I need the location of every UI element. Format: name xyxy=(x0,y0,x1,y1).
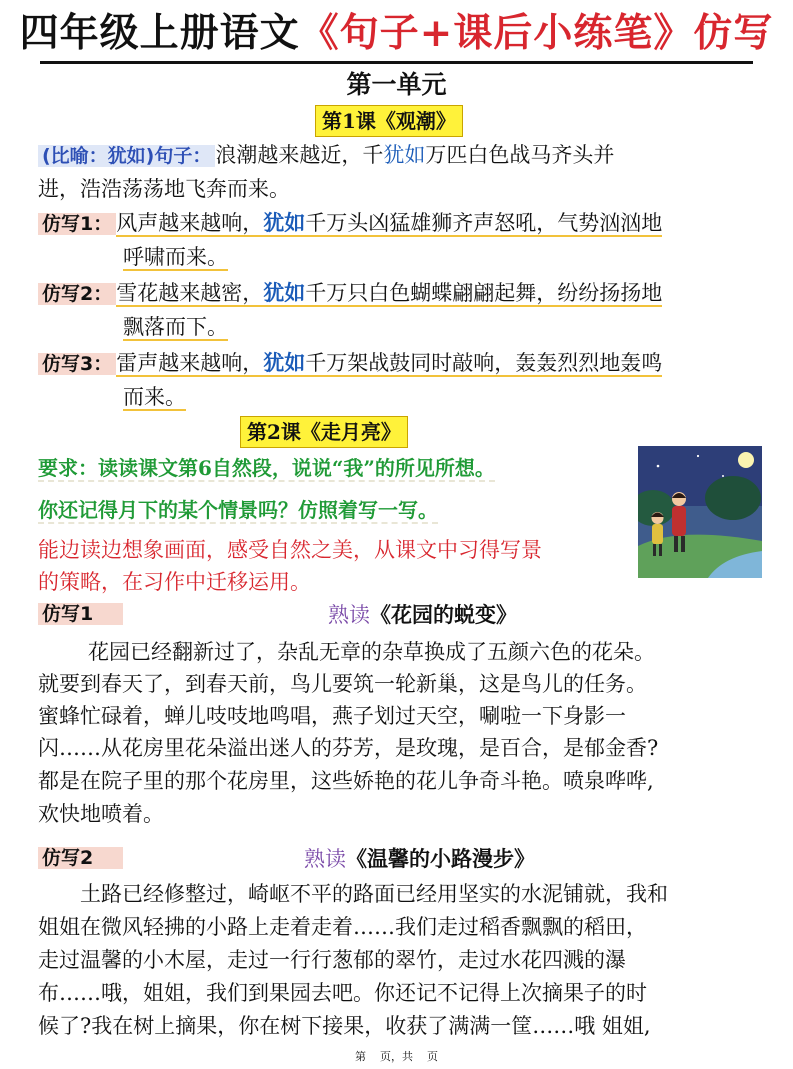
requirement-line2: 你还记得月下的某个情景吗？仿照着写一写。 xyxy=(38,498,438,522)
moon-icon xyxy=(738,452,754,468)
lesson2-tag: 第2课《走月亮》 xyxy=(240,416,408,448)
essay2-line: 姐姐在微风轻拂的小路上走着走着……我们走过稻香飘飘的稻田， xyxy=(38,915,647,939)
imitation-1-label: 仿写1： xyxy=(38,213,116,235)
imitation-3-line2: 而来。 xyxy=(123,385,186,409)
essay2-label-box xyxy=(38,843,123,873)
imitation-2-label: 仿写2： xyxy=(38,283,116,305)
essay2-line: 候了?我在树上摘果，你在树下接果，收获了满满一筐……哦 姐姐, xyxy=(38,1014,651,1038)
essay2-line: 土路已经修整过，崎岖不平的路面已经用坚实的水泥铺就，我和 xyxy=(80,882,668,906)
page-title-main: 四年级上册语文 xyxy=(19,10,300,56)
lesson1-sentence-line1: (比喻：犹如)句子： 浪潮越来越近，千犹如万匹白色战马齐头并 xyxy=(38,138,614,172)
keyword-youru: 犹如 xyxy=(383,143,426,167)
imitation-2-line1: 仿写2： 雪花越来越密，犹如千万只白色蝴蝶翩翩起舞，纷纷扬扬地 xyxy=(38,276,662,310)
title-divider xyxy=(40,61,753,64)
imitation-2-line2: 飘落而下。 xyxy=(123,315,228,339)
requirement-line1: 要求：读读课文第6自然段，说说“我”的所见所想。 xyxy=(38,456,495,480)
page-footer: 第 页，共 页 xyxy=(355,1050,438,1063)
essay1-label-box xyxy=(38,599,123,629)
goal-line1: 能边读边想象画面，感受自然之美，从课文中习得写景 xyxy=(38,538,542,562)
essay2-line: 布……哦，姐姐，我们到果园去吧。你还记不记得上次摘果子的时 xyxy=(38,981,647,1005)
essay1-title: 熟读《花园的蜕变》 xyxy=(328,602,517,627)
page-title xyxy=(0,8,793,58)
moonlit-walk-illustration xyxy=(638,446,762,578)
imitation-1-line1: 仿写1： 风声越来越响，犹如千万头凶猛雄狮齐声怒吼，气势汹汹地 xyxy=(38,206,662,240)
essay1-line: 都是在院子里的那个花房里，这些娇艳的花儿争奇斗艳。喷泉哗哗, xyxy=(38,769,654,793)
sentence-label: (比喻：犹如)句子： xyxy=(38,145,215,167)
imitation-3-label: 仿写3： xyxy=(38,353,116,375)
essay1-line: 蜜蜂忙碌着，蝉儿吱吱地鸣唱，燕子划过天空，唰啦一下身影一 xyxy=(38,704,626,728)
essay1-line: 就要到春天了，到春天前，鸟儿要筑一轮新巢，这是鸟儿的任务。 xyxy=(38,672,647,696)
essay2-title: 熟读《温馨的小路漫步》 xyxy=(304,846,535,871)
imitation-3-line1: 仿写3： 雷声越来越响，犹如千万架战鼓同时敲响，轰轰烈烈地轰鸣 xyxy=(38,346,662,380)
lesson1-tag: 第1课《观潮》 xyxy=(315,105,463,137)
imitation-1-line2: 呼啸而来。 xyxy=(123,245,228,269)
essay1-line: 花园已经翻新过了，杂乱无章的杂草换成了五颜六色的花朵。 xyxy=(88,640,655,664)
essay1-line: 欢快地喷着。 xyxy=(38,802,164,826)
page-title-highlight: 《句子+课后小练笔》仿写 xyxy=(299,10,774,56)
essay1-line: 闪……从花房里花朵溢出迷人的芬芳，是玫瑰，是百合，是郁金香? xyxy=(38,736,659,760)
unit-heading: 第一单元 xyxy=(346,70,447,99)
essay2-label: 仿写2 xyxy=(38,847,123,869)
goal-line2: 的策略，在习作中迁移运用。 xyxy=(38,570,311,594)
essay2-line: 走过温馨的小木屋，走过一行行葱郁的翠竹，走过水花四溅的瀑 xyxy=(38,948,626,972)
lesson1-sentence-line2: 进，浩浩荡荡地飞奔而来。 xyxy=(38,177,290,201)
essay1-label: 仿写1 xyxy=(38,603,123,625)
